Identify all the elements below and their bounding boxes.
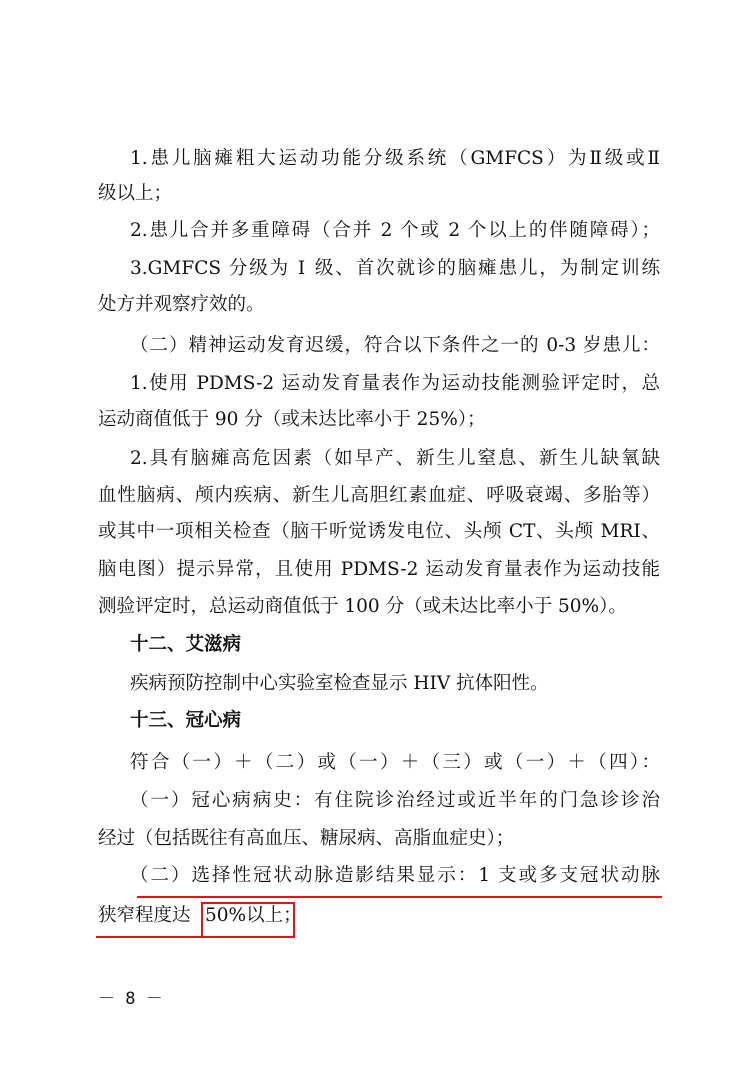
paragraph-line: 运动商值低于 90 分（或未达比率小于 25%）；	[98, 409, 486, 430]
paragraph-line: 脑电图）提示异常，且使用 PDMS-2 运动发育量表作为运动技能	[98, 559, 660, 580]
paragraph-line: 符合（一）＋（二）或（一）＋（三）或（一）＋（四）：	[130, 752, 660, 773]
paragraph-line: 1.使用 PDMS-2 运动发育量表作为运动技能测验评定时，总	[130, 373, 660, 394]
paragraph-line: 处方并观察疗效的。	[98, 294, 265, 315]
paragraph-line: （一）冠心病病史：有住院诊治经过或近半年的门急诊诊治	[130, 790, 660, 811]
paragraph-line: （二）选择性冠状动脉造影结果显示：1 支或多支冠状动脉	[130, 865, 660, 886]
paragraph-line: 1.患儿脑瘫粗大运动功能分级系统（GMFCS）为Ⅱ级或Ⅱ	[130, 148, 660, 169]
highlight-underline	[96, 936, 206, 938]
highlight-underline	[137, 896, 662, 898]
paragraph-line: 狭窄程度达	[98, 905, 191, 926]
paragraph-line: 血性脑病、颅内疾病、新生儿高胆红素血症、呼吸衰竭、多胎等）	[98, 485, 660, 506]
section-heading: 十二、艾滋病	[130, 634, 242, 655]
paragraph-line: 测验评定时，总运动商值低于 100 分（或未达比率小于 50%）。	[98, 596, 627, 617]
paragraph-line: 疾病预防控制中心实验室检查显示 HIV 抗体阳性。	[130, 673, 549, 694]
paragraph-line: 经过（包括既往有高血压、糖尿病、高脂血症史）；	[98, 828, 515, 849]
paragraph-line: 或其中一项相关检查（脑干听觉诱发电位、头颅 CT、头颅 MRI、	[98, 521, 660, 542]
highlighted-text: 50%以上；	[205, 905, 302, 926]
paragraph-line: 2.患儿合并多重障碍（合并 2 个或 2 个以上的伴随障碍）；	[130, 220, 660, 241]
paragraph-line: 级以上；	[98, 183, 173, 204]
paragraph-line: 3.GMFCS 分级为 Ⅰ 级、首次就诊的脑瘫患儿，为制定训练	[130, 258, 660, 279]
paragraph-line: 2.具有脑瘫高危因素（如早产、新生儿窒息、新生儿缺氧缺	[130, 448, 660, 469]
page-number: － 8 －	[98, 989, 163, 1009]
paragraph-line: （二）精神运动发育迟缓，符合以下条件之一的 0-3 岁患儿：	[130, 335, 660, 356]
section-heading: 十三、冠心病	[130, 710, 242, 731]
